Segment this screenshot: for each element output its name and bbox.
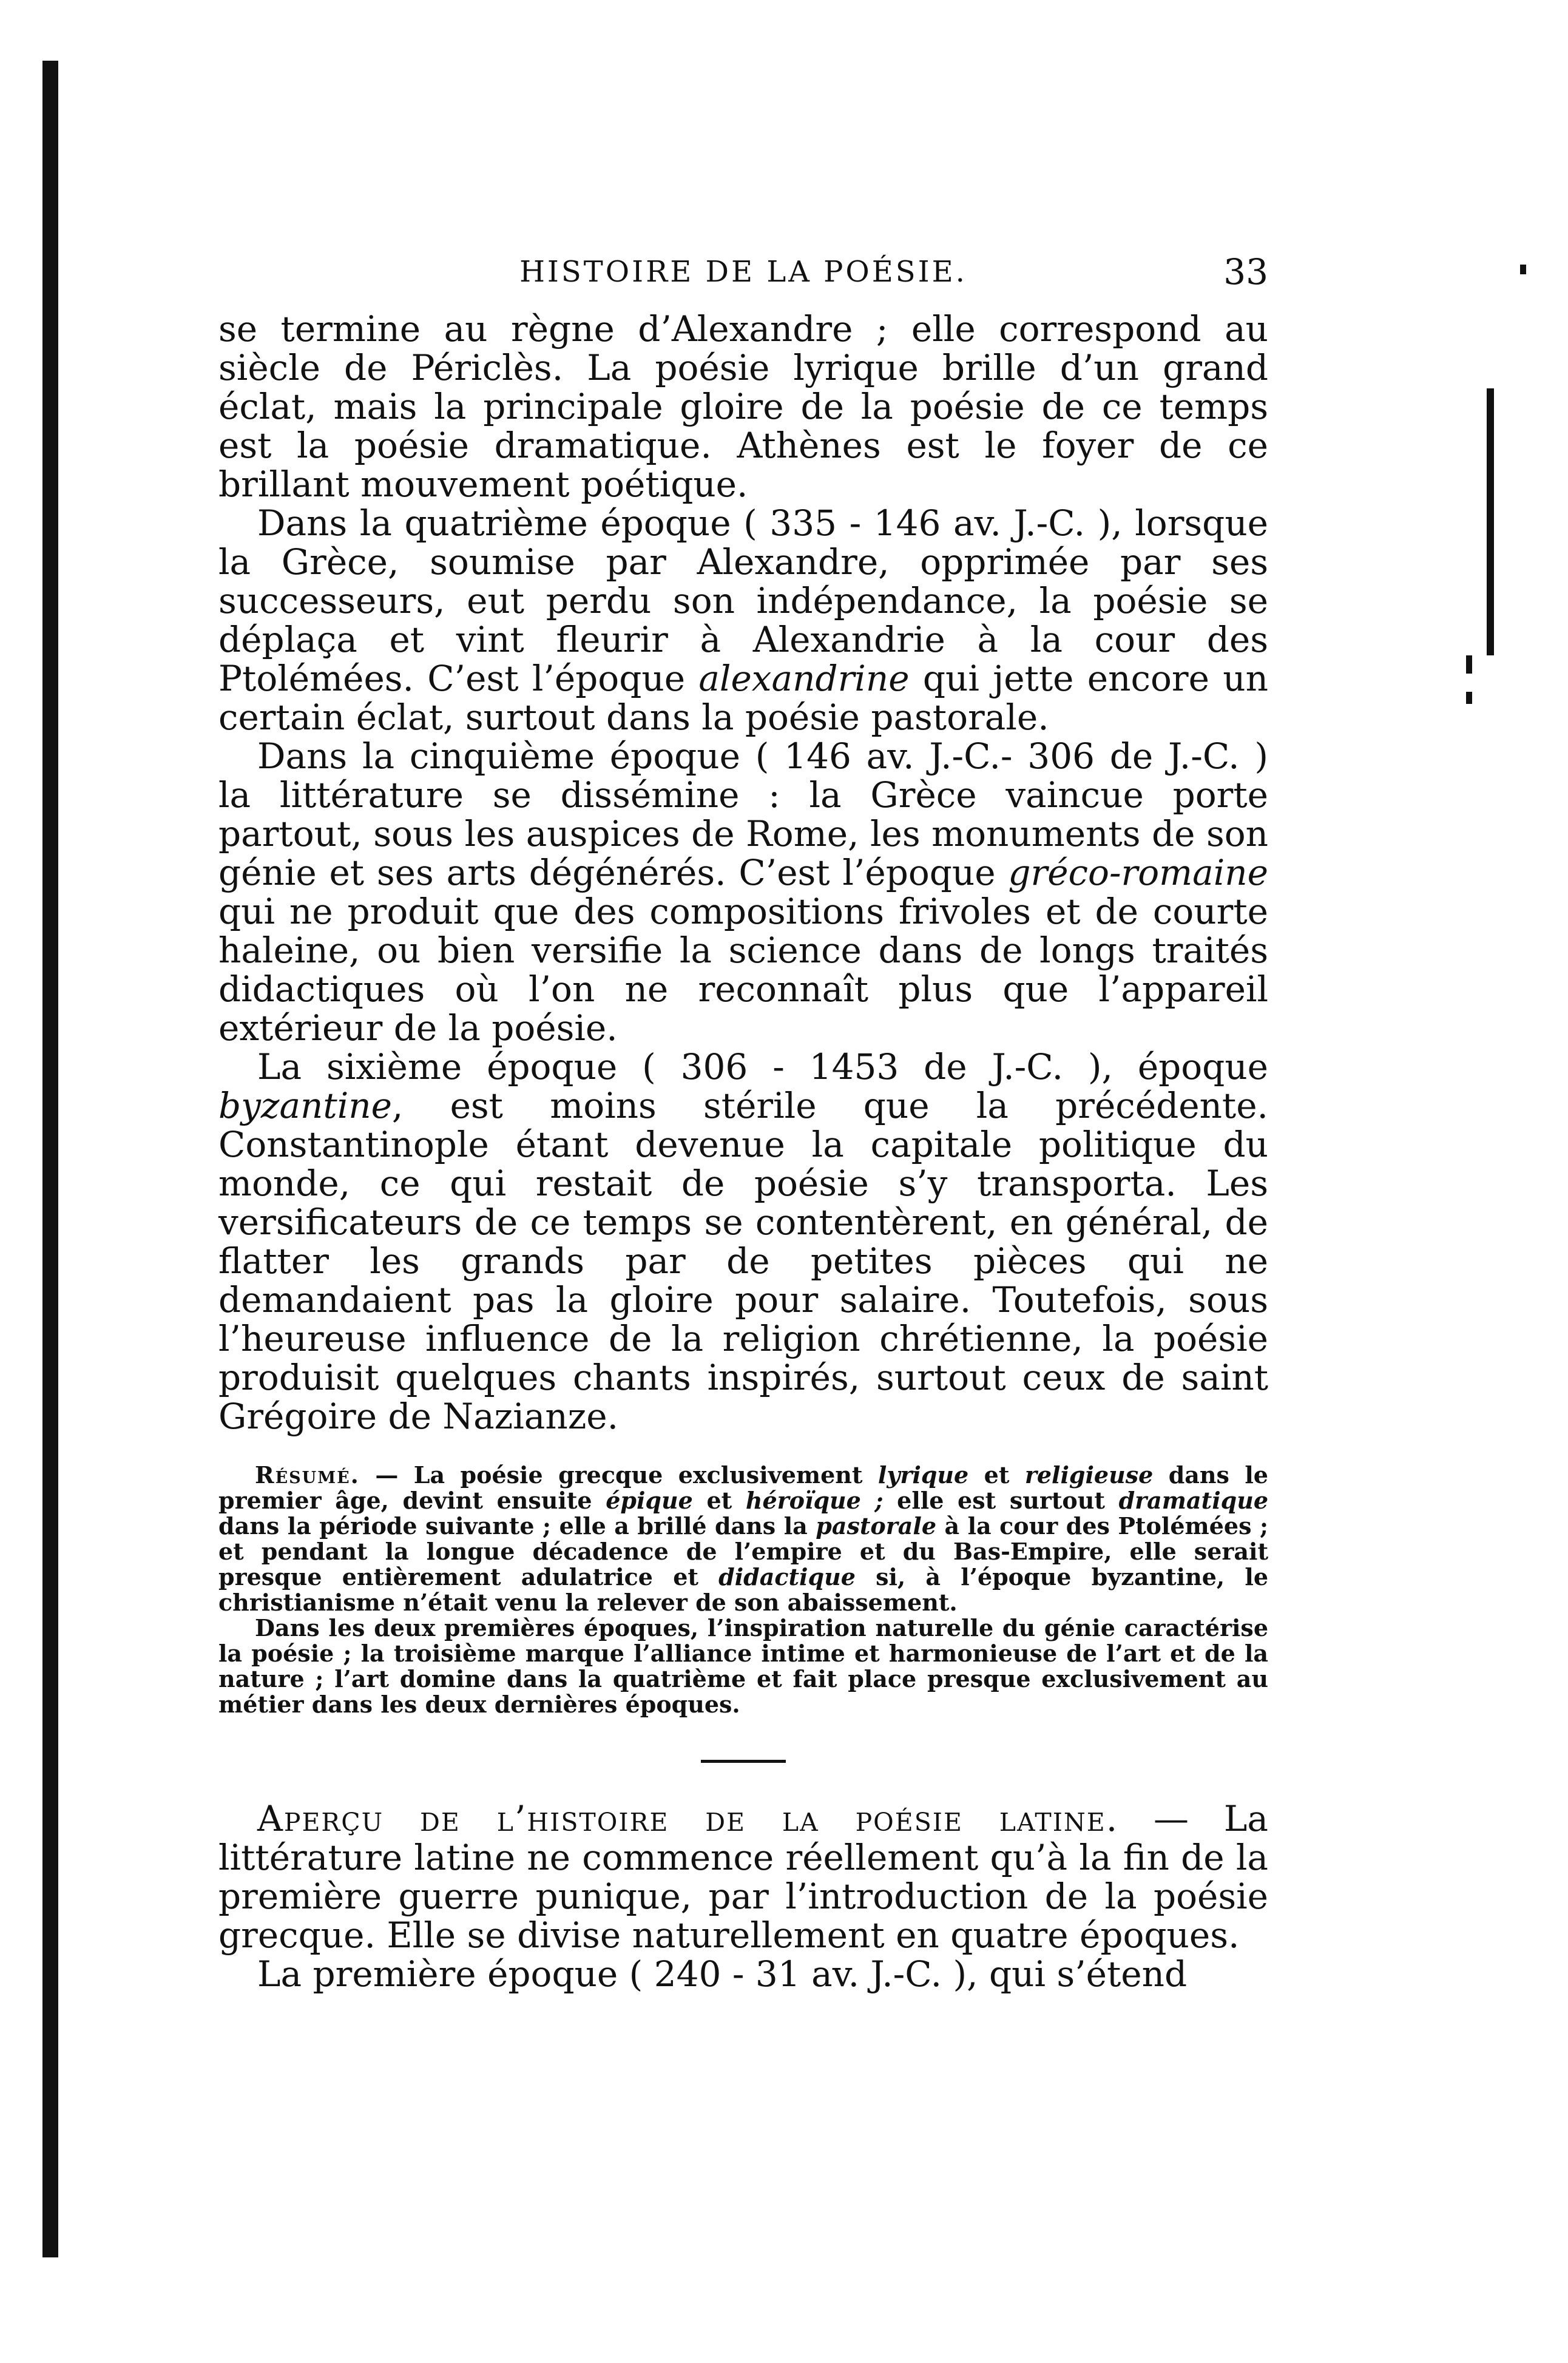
binding-edge — [42, 61, 58, 2257]
italic-term: didactique — [718, 1563, 856, 1591]
margin-mark — [1520, 265, 1526, 274]
summary-paragraph — [218, 1462, 1268, 1615]
paragraph-text: Dans la cinquième époque ( 146 av. J.-C.- 306 de J.-C. ) la littérature se dissémine : la Grèce vaincue porte partout, sous les auspices de Rome, les monuments de son génie et ses arts dégénérés. C’est l’époque — [218, 735, 1268, 893]
paragraph-text: La sixième époque ( 306 - 1453 de J.-C. ), époque — [257, 1046, 1268, 1087]
margin-mark — [1487, 388, 1494, 655]
italic-term: épique — [606, 1487, 693, 1514]
paragraph-text: — La littérature latine ne commence réellement qu’à la fin de la première guerre punique, par l’introduction de la poésie grecque. Elle se divise naturellement en quatre époques. — [218, 1798, 1268, 1956]
margin-mark — [1466, 655, 1472, 674]
latin-paragraph: La première époque ( 240 - 31 av. J.-C. ), qui s’étend — [257, 1953, 1188, 1995]
summary-text: et — [692, 1487, 746, 1514]
summary-paragraph: Dans les deux premières époques, l’inspiration naturelle du génie caractérise la poésie ; la troisième marque l’alliance intime et harmonieuse de l’art et de la nature ; l’art domine dans la quatrième et fait place presque exclusivement au métier dans les deux dernières époques. — [218, 1614, 1268, 1718]
summary-text: elle est surtout — [883, 1487, 1119, 1514]
latin-section — [218, 1799, 1268, 1993]
italic-term: lyrique — [877, 1461, 969, 1489]
paragraph-text: qui jette encore un certain éclat, surtout dans la poésie pastorale. — [218, 658, 1268, 738]
paragraph — [218, 737, 1268, 1047]
paragraph-text: se termine au règne d’Alexandre ; elle correspond au siècle de Périclès. La poésie lyrique brille d’un grand éclat, mais la principale gloire de la poésie de ce temps est la poésie dramatique. Athènes est le foyer de ce brillant mouvement poétique. — [218, 308, 1268, 505]
summary-block — [218, 1462, 1268, 1717]
italic-term: religieuse — [1024, 1461, 1154, 1489]
body-text — [218, 309, 1268, 1436]
paragraph-text: , est moins stérile que la précédente. Constantinople étant devenue la capitale politique du monde, ce qui restait de poésie s’y transporta. Les versificateurs de ce temps se contentèrent, en général, de flatter les grands par de petites pièces qui ne demandaient pas la gloire pour salaire. Toutefois, sous l’heureuse influence de la religion chrétienne, la poésie produisit quelques chants inspirés, surtout ceux de saint Grégoire de Nazianze. — [218, 1085, 1268, 1437]
summary-text: — La poésie grecque exclusivement — [359, 1461, 878, 1489]
paragraph-text: Dans la quatrième époque ( 335 - 146 av. J.-C. ), lorsque la Grèce, soumise par Alexandre, opprimée par ses successeurs, eut perdu son indépendance, la poésie se déplaça et vint fleurir à Alexandrie à la cour des Ptolémées. C’est l’époque — [218, 502, 1268, 699]
summary-label: Résumé. — [255, 1461, 360, 1489]
summary-text: dans la période suivante ; elle a brillé dans la — [218, 1512, 816, 1540]
paragraph-text: qui ne produit que des compositions frivoles et de courte haleine, ou bien versifie la science dans de longs traités didactiques où l’on ne reconnaît plus que l’appareil extérieur de la poésie. — [218, 891, 1268, 1049]
italic-term: pastorale — [816, 1512, 936, 1540]
paragraph — [218, 504, 1268, 737]
page-number: 33 — [1223, 251, 1268, 292]
italic-term: gréco-romaine — [1008, 852, 1268, 893]
running-title: HISTOIRE DE LA POÉSIE. — [519, 255, 967, 289]
margin-mark — [1466, 692, 1472, 704]
italic-term: alexandrine — [698, 658, 910, 699]
italic-term: héroïque ; — [745, 1487, 884, 1514]
italic-term: dramatique — [1118, 1487, 1268, 1514]
page-content — [218, 243, 1268, 1993]
latin-paragraph — [218, 1799, 1268, 1955]
paragraph — [218, 1047, 1268, 1436]
summary-text: et — [968, 1461, 1025, 1489]
italic-term: byzantine — [218, 1085, 392, 1126]
summary-text: à la cour des Ptolémées ; et pendant la longue décadence de l’empire et du Bas-Empire, elle serait presque entièrement adulatrice et — [218, 1512, 1268, 1591]
section-heading: Aperçu de l’histoire de la poésie latine. — [257, 1798, 1119, 1839]
summary-text: si, à l’époque byzantine, le christianisme n’était venu la relever de son abaissement. — [218, 1563, 1269, 1616]
section-divider — [701, 1760, 786, 1763]
running-head — [218, 243, 1268, 297]
summary-text: dans le premier âge, devint ensuite — [218, 1461, 1268, 1514]
paragraph — [218, 309, 1268, 504]
